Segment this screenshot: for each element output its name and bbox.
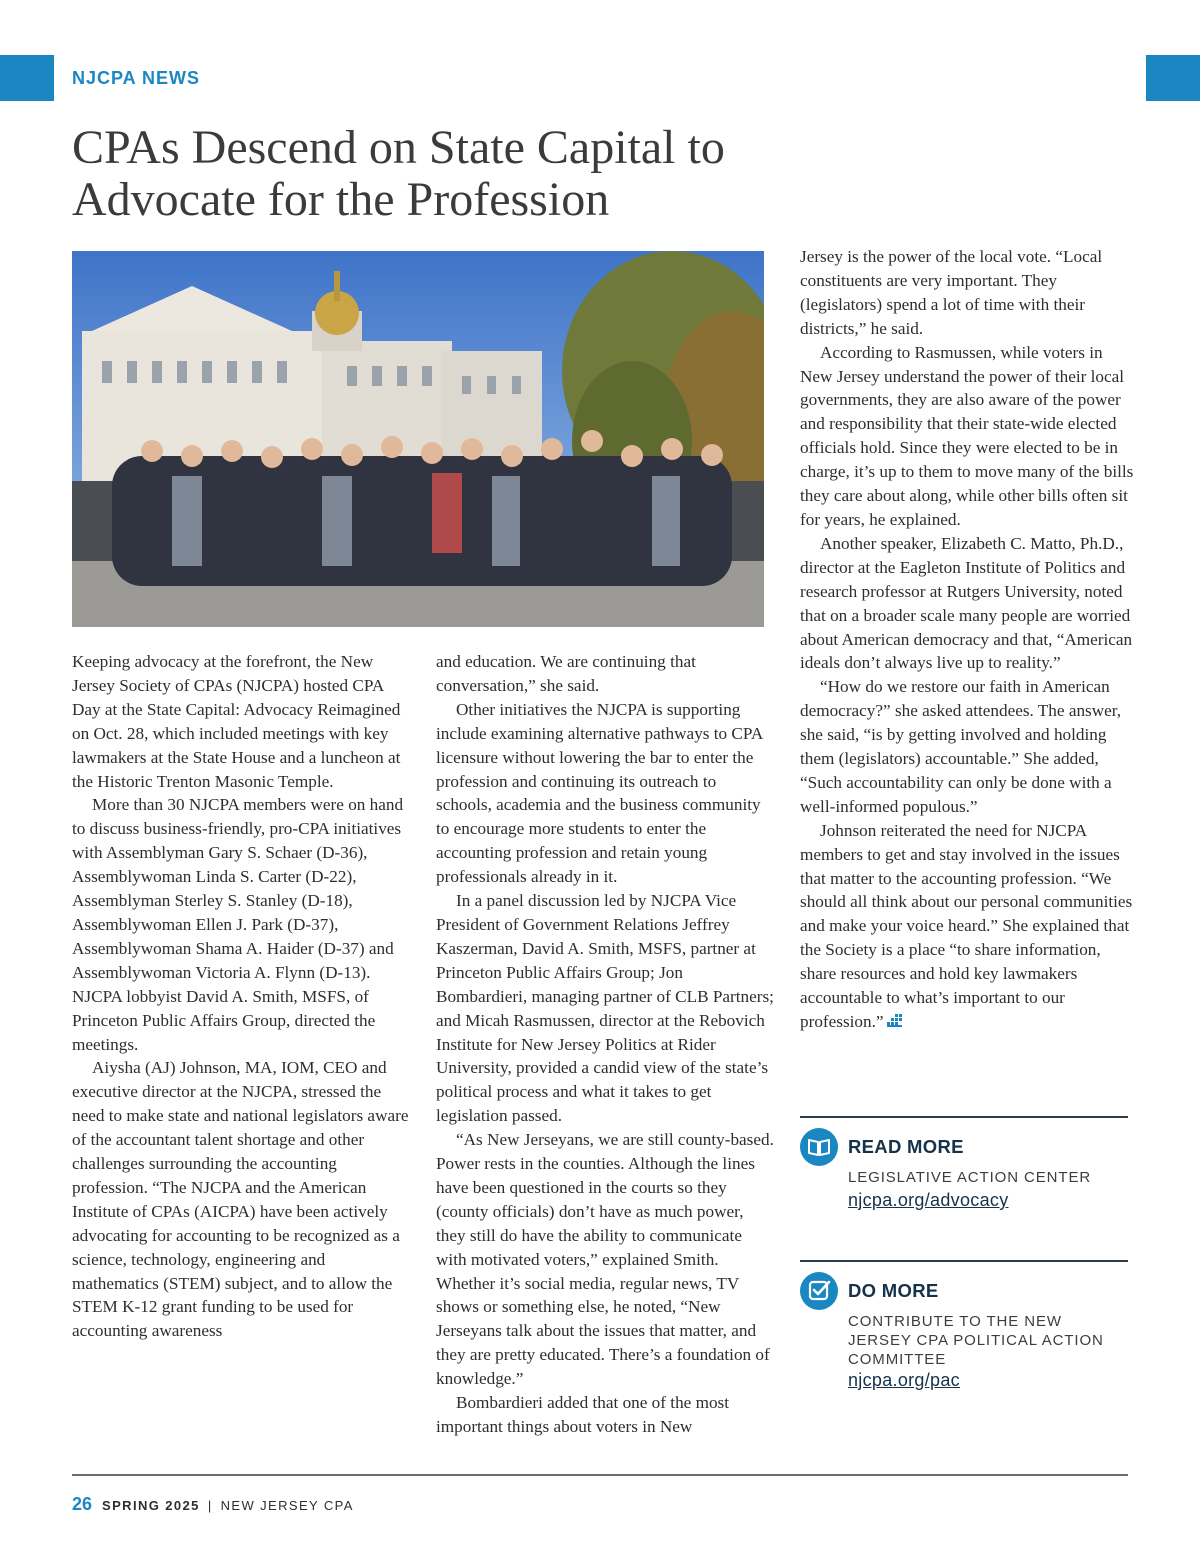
do-more-subtitle: CONTRIBUTE TO THE NEW JERSEY CPA POLITICAL ACTION COMMITTEE [848, 1313, 1104, 1368]
page-footer [72, 1494, 354, 1515]
article-headline [72, 122, 832, 226]
header-tab-right [1146, 55, 1200, 101]
read-more-subtitle: LEGISLATIVE ACTION CENTER [848, 1169, 1092, 1186]
publication-name: NEW JERSEY CPA [220, 1498, 354, 1513]
paragraph: Bombardieri added that one of the most important things about voters in New [436, 1393, 730, 1436]
headline-line-1: CPAs Descend on State Capital to [72, 121, 725, 174]
paragraph-text: Johnson reiterated the need for NJCPA members to get and stay involved in the issues that matter to the accounting profession. “We should all think about our personal communities and make your voice heard.” She explained that the Society is a place “to share information, share resources and hold key lawmakers accountable to what’s important to our profession.” [800, 820, 1133, 1031]
paragraph: Jersey is the power of the local vote. “Local constituents are very important. They (legislators) spend a lot of time with their districts,” he said. [800, 247, 1103, 338]
paragraph: “How do we restore our faith in American democracy?” she asked attendees. The answer, she said, “is by getting involved and holding them (legislators) accountable.” She added, “Such accountability can only be done with a well-informed populous.” [800, 677, 1122, 816]
paragraph: Other initiatives the NJCPA is supporting include examining alternative pathways to CPA licensure without lowering the bar to enter the profession and continuing its outreach to schools, academia and the business community to encourage more students to enter the accounting profession and retain young professionals already in it. [436, 699, 763, 887]
do-more-title: DO MORE [848, 1280, 939, 1301]
paragraph: More than 30 NJCPA members were on hand to discuss business-friendly, pro-CPA initiatives with Assemblyman Gary S. Schaer (D-36), Assemblywoman Linda S. Carter (D-22), Assemblyman Sterley S. Stanley (D-18), Assemblywoman Ellen J. Park (D-37), Assemblywoman Shama A. Haider (D-37) and Assemblywoman Victoria A. Flynn (D-13). NJCPA lobbyist David A. Smith, MSFS, of Princeton Public Affairs Group, directed the meetings. [72, 795, 404, 1054]
do-more-box [800, 1272, 1130, 1402]
article-column-1 [72, 650, 412, 1343]
footer-separator: | [207, 1498, 213, 1513]
photo-image [72, 251, 764, 627]
header-tab-left [0, 55, 54, 101]
paragraph-last [800, 819, 1136, 1034]
paragraph: Keeping advocacy at the forefront, the New Jersey Society of CPAs (NJCPA) hosted CPA Day at the State Capital: Advocacy Reimagined on Oct. 28, which included meetings with key lawmakers at the State House and a luncheon at the Historic Trenton Masonic Temple. [72, 652, 401, 791]
paragraph: Aiysha (AJ) Johnson, MA, IOM, CEO and executive director at the NJCPA, stressed the need to make state and national legislators aware of the accountant talent shortage and other challenges surrounding the accounting profession. “The NJCPA and the American Institute of CPAs (AICPA) have been actively advocating for accounting to be recognized as a science, technology, engineering and mathematics (STEM) subject, and to allow the STEM K-12 grant funding to be used for accounting awareness [72, 1058, 409, 1341]
read-more-title: READ MORE [848, 1136, 964, 1157]
paragraph: In a panel discussion led by NJCPA Vice President of Government Relations Jeffrey Kaszerman, David A. Smith, MSFS, partner at Princeton Public Affairs Group; Jon Bombardieri, managing partner of CLB Partners; and Micah Rasmussen, director at the Rebovich Institute for New Jersey Politics at Rider University, provided a candid view of the state’s political process and what it takes to get legislation passed. [436, 891, 774, 1126]
advocacy-link[interactable]: njcpa.org/advocacy [848, 1190, 1009, 1210]
issue-season: SPRING 2025 [102, 1498, 200, 1513]
book-icon [800, 1128, 838, 1166]
end-mark-icon [887, 1014, 903, 1028]
article-column-2 [436, 650, 776, 1439]
read-more-divider [800, 1116, 1128, 1118]
group-photo [72, 251, 764, 627]
paragraph: “As New Jerseyans, we are still county-based. Power rests in the counties. Although the lines have been questioned in the courts so they (county officials) don’t have as much power, they still do have the ability to communicate with motivated voters,” explained Smith. Whether it’s social media, regular news, TV shows or something else, he noted, “New Jerseyans talk about the issues that matter, and they are pretty educated. There’s a foundation of knowledge.” [436, 1130, 774, 1389]
footer-divider [72, 1474, 1128, 1476]
section-label: NJCPA NEWS [72, 68, 201, 88]
pac-link[interactable]: njcpa.org/pac [848, 1370, 960, 1390]
article-column-3 [800, 245, 1136, 1034]
paragraph: Another speaker, Elizabeth C. Matto, Ph.D., director at the Eagleton Institute of Politics and research professor at Rutgers University, noted that on a broader scale many people are worried about American democracy and that, “American ideals don’t always live up to reality.” [800, 533, 1133, 673]
paragraph: and education. We are continuing that conversation,” she said. [436, 652, 696, 695]
page-number: 26 [72, 1494, 93, 1514]
paragraph: According to Rasmussen, while voters in New Jersey understand the power of their local governments, they are also aware of the power and responsibility that their state-wide elected officials hold. Since they were elected to be in charge, it’s up to them to move many of the bills they care about along, while other bills often sit for years, he explained. [800, 342, 1134, 529]
read-more-box [800, 1128, 1130, 1228]
headline-line-2: Advocate for the Profession [72, 173, 610, 226]
do-more-divider [800, 1260, 1128, 1262]
checkbox-icon [800, 1272, 838, 1310]
